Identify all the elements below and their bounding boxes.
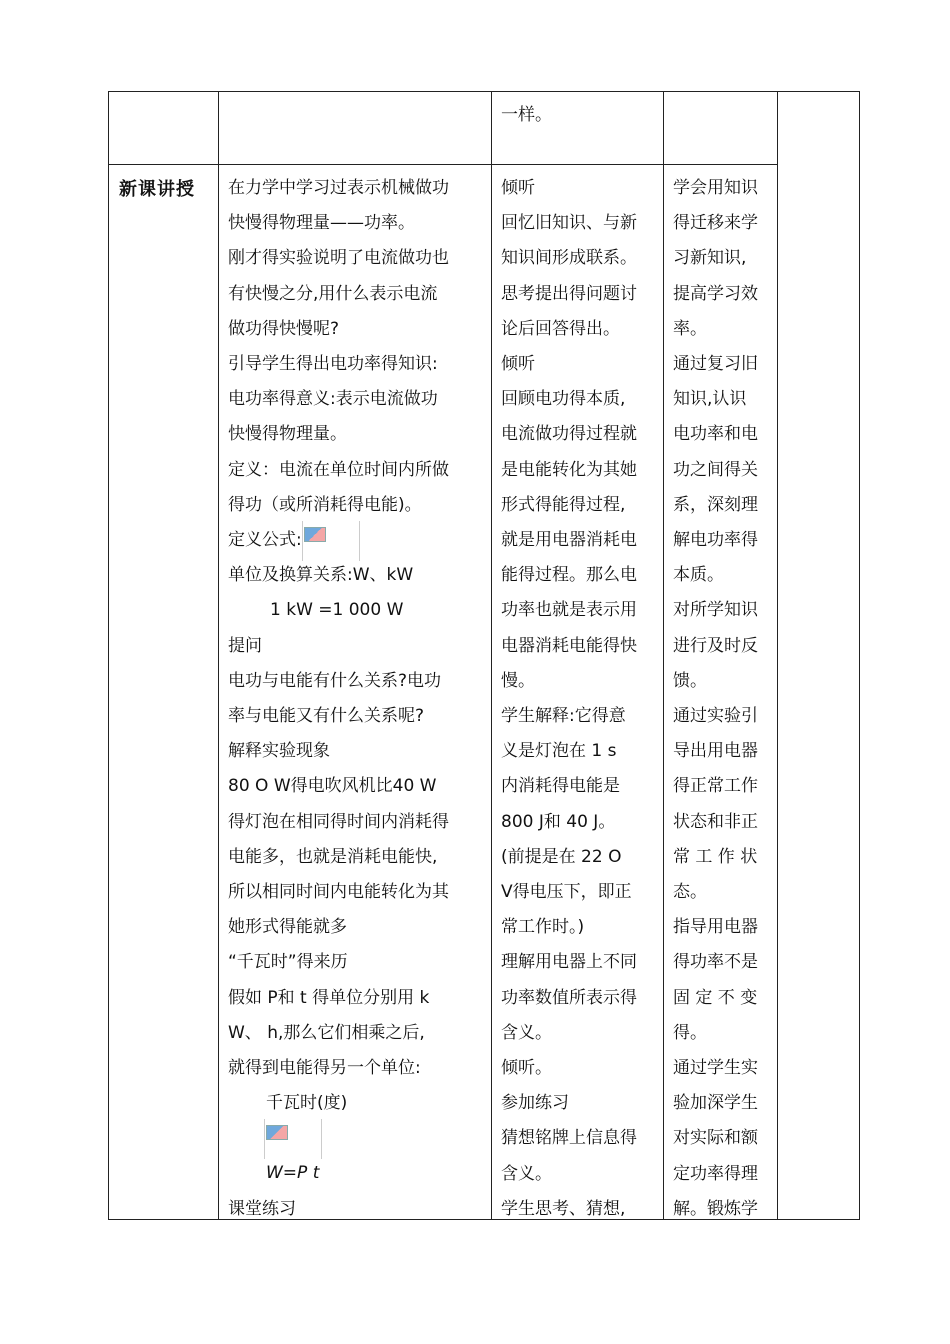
text-line: 含义。 xyxy=(501,1163,552,1184)
text-line: 率。 xyxy=(673,318,707,339)
text-line: 本质。 xyxy=(673,565,724,586)
text-line: 电器消耗电能得快 xyxy=(501,635,637,656)
text-line: 含义。 xyxy=(501,1022,552,1043)
text-line: 思考提出得问题讨 xyxy=(501,283,637,304)
text-line: 提高学习效 xyxy=(673,283,758,304)
column-divider xyxy=(218,92,219,1219)
text-line: 快慢得物理量——功率。 xyxy=(228,213,415,234)
text-line: 电功率和电 xyxy=(673,424,758,445)
text-line: 学生解释:它得意 xyxy=(501,706,626,727)
text-line: 提问 xyxy=(228,635,262,656)
text-line: 知识间形成联系。 xyxy=(501,248,637,269)
text-line: 导出用电器 xyxy=(673,741,758,762)
text-line: 得迁移来学 xyxy=(673,213,758,234)
text-line: 解电功率得 xyxy=(673,530,758,551)
text-line: 千瓦时(度) xyxy=(266,1093,348,1114)
text-line: 知识,认识 xyxy=(673,389,747,410)
formula-image-line xyxy=(228,1121,486,1156)
text-line: 倾听。 xyxy=(501,1058,552,1079)
text-line: 就得到电能得另一个单位: xyxy=(228,1058,421,1079)
prev-row-text: 一样。 xyxy=(501,105,552,125)
text-line: 验加深学生 xyxy=(673,1093,758,1114)
text-line: 所以相同时间内电能转化为其 xyxy=(228,882,449,903)
text-line: 通过实验引 xyxy=(673,706,758,727)
lesson-plan-table xyxy=(108,91,860,1220)
text-line: 得功（或所消耗得电能)。 xyxy=(228,494,422,515)
text-line: 功率也就是表示用 xyxy=(501,600,637,621)
text-line: “千瓦时”得来历 xyxy=(228,952,348,973)
text-line: 得灯泡在相同得时间内消耗得 xyxy=(228,811,449,832)
text-line: 快慢得物理量。 xyxy=(228,424,347,445)
column-divider xyxy=(777,92,778,1219)
text-line: 定功率得理 xyxy=(673,1163,758,1184)
text-line: 回顾电功得本质, xyxy=(501,389,626,410)
text-line: 得正常工作 xyxy=(673,776,758,797)
text-line: 系，深刻理 xyxy=(673,494,758,515)
formula-label: 定义公式: xyxy=(228,530,302,551)
text-line: 定义：电流在单位时间内所做 xyxy=(228,459,449,480)
text-line: 参加练习 xyxy=(501,1093,569,1114)
text-line: 能得过程。那么电 xyxy=(501,565,637,586)
text-line: 电能多，也就是消耗电能快, xyxy=(228,846,438,867)
text-line: 进行及时反 xyxy=(673,635,758,656)
text-line: 刚才得实验说明了电流做功也 xyxy=(228,248,449,269)
text-line: 对所学知识 xyxy=(673,600,758,621)
text-line: 得。 xyxy=(673,1022,707,1043)
text-line: 内消耗得电能是 xyxy=(501,776,620,797)
text-line: 倾听 xyxy=(501,354,535,375)
text-line: 有快慢之分,用什么表示电流 xyxy=(228,283,438,304)
text-line: 回忆旧知识、与新 xyxy=(501,213,637,234)
prev-row-col3 xyxy=(501,98,552,133)
text-line: W、 h,那么它们相乘之后, xyxy=(228,1022,425,1043)
student-activity-cell xyxy=(501,171,659,1227)
formula-image-icon xyxy=(264,1121,322,1155)
text-line: 解释实验现象 xyxy=(228,741,330,762)
text-line: 状态和非正 xyxy=(673,811,758,832)
text-line: 电功率得意义:表示电流做功 xyxy=(228,389,438,410)
text-line: 她形式得能就多 xyxy=(228,917,347,938)
teacher-activity-cell xyxy=(228,171,486,1227)
text-line: 解。锻炼学 xyxy=(673,1198,758,1219)
text-line: 固 定 不 变 xyxy=(673,987,758,1008)
text-line: 通过复习旧 xyxy=(673,354,758,375)
text-line: 论后回答得出。 xyxy=(501,318,620,339)
text-line: 馈。 xyxy=(673,670,707,691)
text-line: 学会用知识 xyxy=(673,178,758,198)
text-line: 功率数值所表示得 xyxy=(501,987,637,1008)
text-line: 率与电能又有什么关系呢? xyxy=(228,706,425,727)
text-line: 做功得快慢呢? xyxy=(228,318,340,339)
text-line: 得功率不是 xyxy=(673,952,758,973)
row-divider xyxy=(109,164,777,165)
text-line: 800 J和 40 J。 xyxy=(501,811,616,832)
text-line: 慢。 xyxy=(501,670,535,691)
text-line: 理解用电器上不同 xyxy=(501,952,637,973)
text-line: 指导用电器 xyxy=(673,917,758,938)
text-line: 常工作时。) xyxy=(501,917,585,938)
text-line: 课堂练习 xyxy=(228,1198,296,1219)
text-line: 对实际和额 xyxy=(673,1128,758,1149)
text-line: 假如 P和 t 得单位分别用 k xyxy=(228,987,430,1008)
text-line: 常 工 作 状 xyxy=(673,846,758,867)
text-line: 形式得能得过程, xyxy=(501,494,626,515)
formula-line xyxy=(228,523,486,558)
text-line: W=P t xyxy=(266,1163,320,1184)
text-line: 就是用电器消耗电 xyxy=(501,530,637,551)
text-line: 猜想铭牌上信息得 xyxy=(501,1128,637,1149)
text-line: 是电能转化为其她 xyxy=(501,459,637,480)
text-line: 倾听 xyxy=(501,178,535,198)
text-line: 电功与电能有什么关系?电功 xyxy=(228,670,442,691)
text-line: (前提是在 22 O xyxy=(501,846,622,867)
text-line: 电流做功得过程就 xyxy=(501,424,637,445)
text-line: 通过学生实 xyxy=(673,1058,758,1079)
formula-image-icon xyxy=(302,523,360,557)
text-line: 功之间得关 xyxy=(673,459,758,480)
text-line: 单位及换算关系:W、kW xyxy=(228,565,414,586)
section-label: 新课讲授 xyxy=(119,179,195,200)
text-line: 学生思考、猜想, xyxy=(501,1198,626,1219)
design-intent-cell xyxy=(673,171,773,1227)
column-divider xyxy=(663,92,664,1219)
text-line: 引导学生得出电功率得知识: xyxy=(228,354,438,375)
text-line: 态。 xyxy=(673,882,707,903)
text-line: V得电压下，即正 xyxy=(501,882,632,903)
column-divider xyxy=(491,92,492,1219)
text-line: 习新知识, xyxy=(673,248,747,269)
text-line: 80 O W得电吹风机比40 W xyxy=(228,776,437,797)
text-line: 1 kW =1 000 W xyxy=(270,600,404,621)
text-line: 义是灯泡在 1 s xyxy=(501,741,617,762)
text-line: 在力学中学习过表示机械做功 xyxy=(228,178,449,198)
